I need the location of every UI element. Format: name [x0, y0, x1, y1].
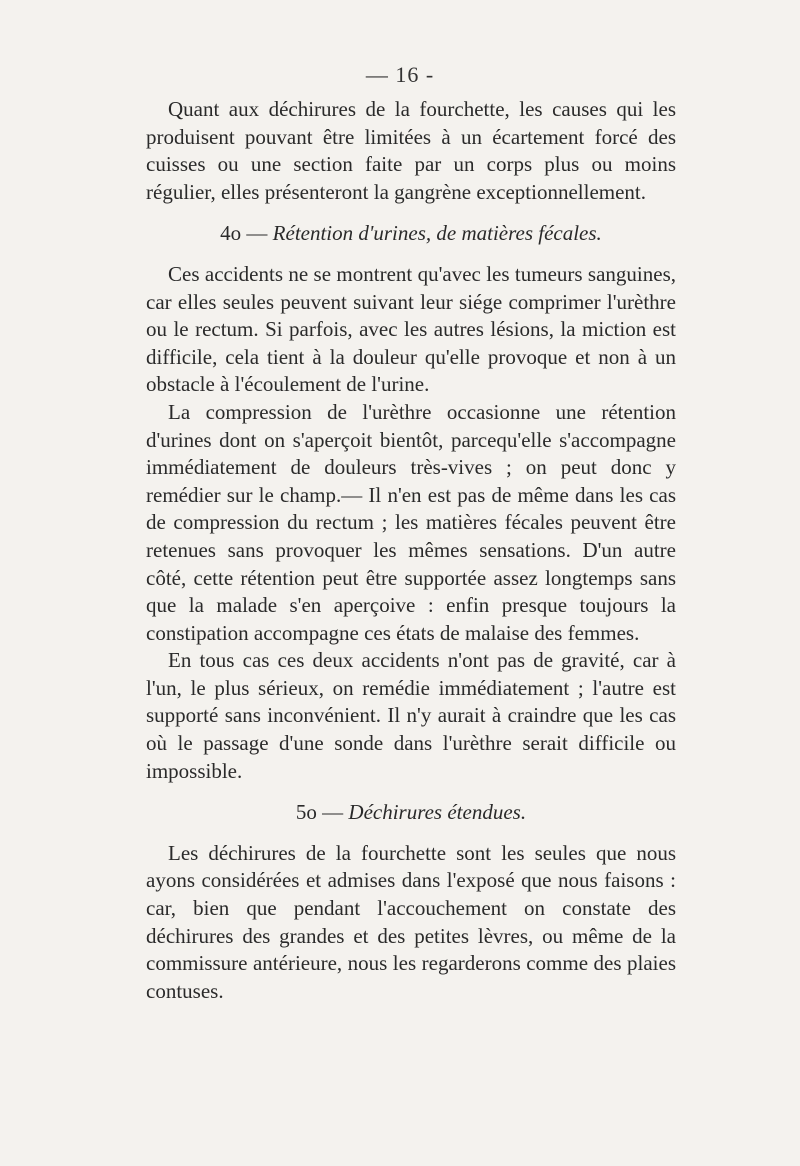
paragraph-2: Ces accidents ne se montrent qu'avec les tumeurs sanguines, car elles seules peuvent suivant leur siége comprimer l'urèthre ou le rectum. Si parfois, avec les autres lésions, la miction est difficile, cela tient à la douleur qu'elle provoque et non à un obstacle à l'écoulement de l'urine. — [146, 261, 676, 397]
section-number-4: 4o — — [220, 221, 268, 246]
section-title-5: Déchirures étendues. — [348, 800, 527, 825]
paragraph-1: Quant aux déchirures de la fourchette, les causes qui les produisent pouvant être limitées à un écartement forcé des cuisses ou une section faite par un corps plus ou moins régulier, elles présenteront la gangrène exceptionnellement. — [146, 97, 676, 204]
section-title-4: Rétention d'urines, de matières fécales. — [272, 221, 602, 246]
section-heading-5 — [146, 799, 676, 827]
section-number-5: 5o — — [295, 800, 344, 825]
body-text — [146, 96, 676, 1005]
paragraph-3: La compression de l'urèthre occasionne une rétention d'urines dont on s'aperçoit bientôt, parcequ'elle s'accompagne immédiatement de douleurs très-vives ; on peut donc y remédier sur le champ.— Il n'en est pas de même dans les cas de compression du rectum ; les matières fécales peuvent être retenues sans provoquer les mêmes sensations. D'un autre côté, cette rétention peut être supportée assez longtemps sans que la malade s'en aperçoive : enfin presque toujours la constipation accompagne ces états de malaise des femmes. — [146, 399, 676, 645]
page-number: — 16 - — [365, 62, 435, 87]
paragraph-4: En tous cas ces deux accidents n'ont pas de gravité, car à l'un, le plus sérieux, on remédie immédiatement ; l'autre est supporté sans inconvénient. Il n'y aurait à craindre que les cas où le passage d'une sonde dans l'urèthre serait difficile ou impossible. — [146, 648, 676, 783]
section-heading-4 — [146, 220, 676, 248]
paragraph-5: Les déchirures de la fourchette sont les seules que nous ayons considérées et admises dans l'exposé que nous faisons : car, bien que pendant l'accouchement on constate des déchirures des grandes et des petites lèvres, ou même de la commissure antérieure, nous les regarderons comme des plaies contuses. — [146, 840, 676, 1003]
